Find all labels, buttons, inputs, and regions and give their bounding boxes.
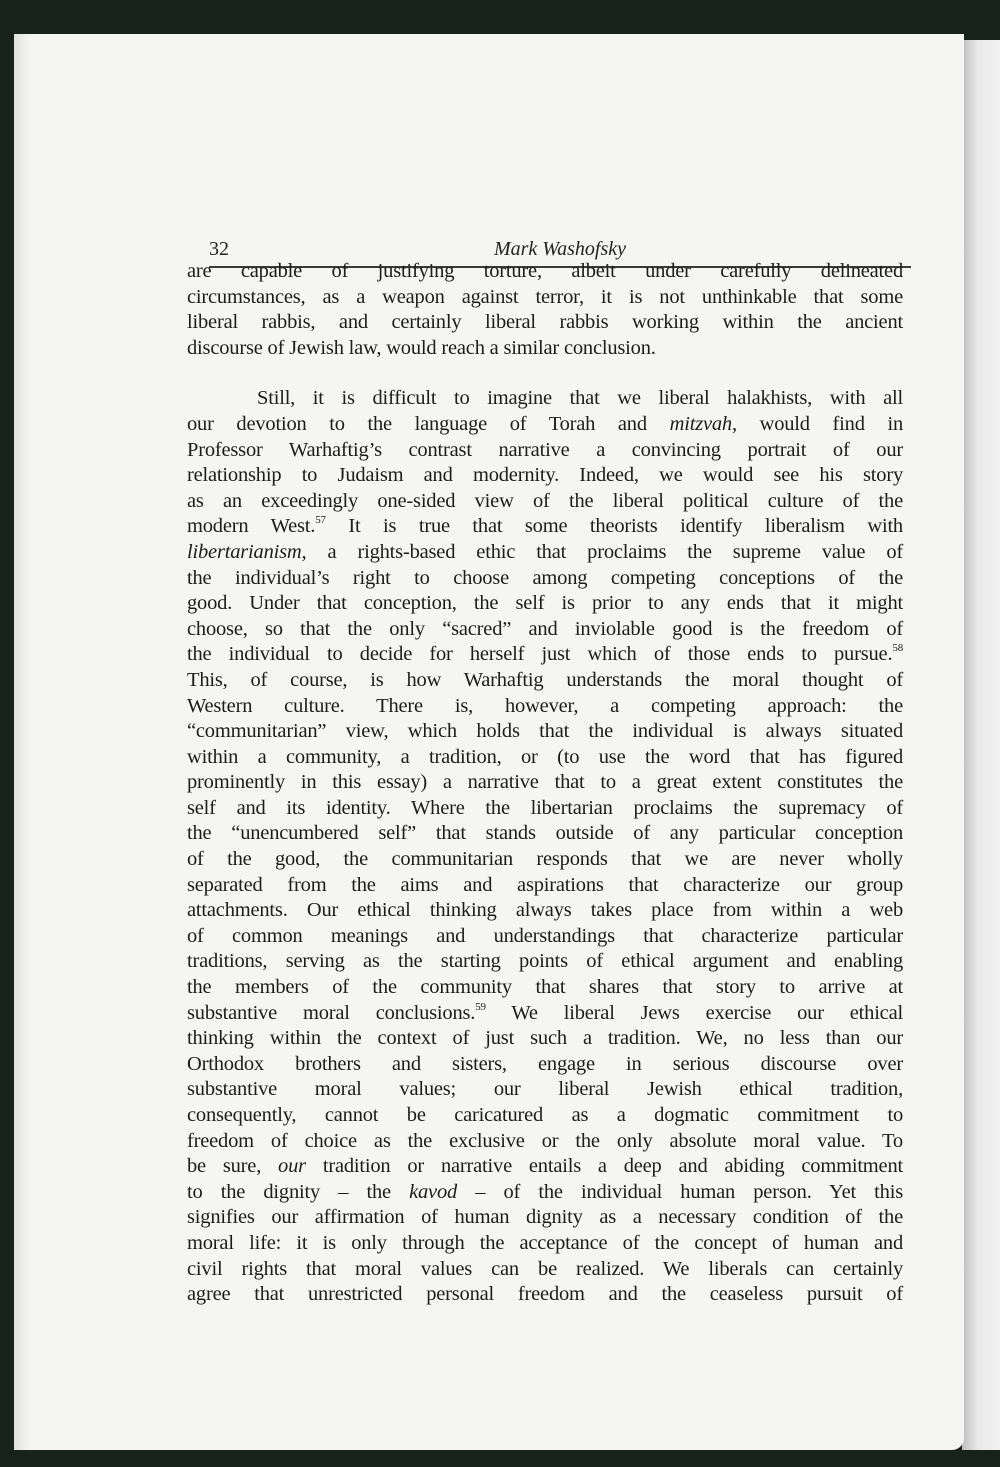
page-number: 32 xyxy=(209,238,229,260)
text-line xyxy=(187,642,903,668)
text-line xyxy=(187,438,903,464)
text-line xyxy=(187,1257,903,1283)
text-line xyxy=(187,694,903,720)
text-line xyxy=(187,463,903,489)
text-line xyxy=(187,489,903,515)
body-text xyxy=(187,259,903,1308)
text-span: Western culture. There is, however, a competing approach: the xyxy=(187,694,903,717)
text-line xyxy=(187,745,903,771)
text-line xyxy=(187,566,903,592)
text-span: freedom of choice as the exclusive or the only absolute moral value. To xyxy=(187,1129,903,1152)
text-line xyxy=(187,336,903,362)
paragraph xyxy=(187,259,903,361)
text-line xyxy=(187,873,903,899)
text-span: consequently, cannot be caricatured as a dogmatic commitment to xyxy=(187,1104,903,1126)
text-line xyxy=(187,514,903,540)
text-span: choose, so that the only “sacred” and inviolable good is the freedom of xyxy=(187,617,903,640)
text-span: “communitarian” view, which holds that the individual is always situated xyxy=(187,720,903,743)
text-span: thinking within the context of just such a tradition. We, no less than our xyxy=(187,1027,903,1050)
text-line xyxy=(187,259,903,285)
text-span: This, of course, is how Warhaftig understands the moral thought of xyxy=(187,668,903,691)
italic-text: kavod xyxy=(409,1180,458,1203)
text-span: of the good, the communitarian responds that we are never wholly xyxy=(187,848,903,871)
text-span: the members of the community that shares that story to arrive at xyxy=(187,976,903,999)
italic-text: libertarianism xyxy=(187,540,302,563)
text-span: prominently in this essay) a narrative that to a great extent constitutes the xyxy=(187,771,903,794)
footnote-marker: 59 xyxy=(475,1000,486,1013)
text-line xyxy=(187,412,903,438)
italic-text: mitzvah xyxy=(669,412,732,435)
text-line xyxy=(187,770,903,796)
text-span: signifies our affirmation of human dignity as a necessary condition of the xyxy=(187,1206,903,1229)
text-span: moral life: it is only through the acceptance of the concept of human and xyxy=(187,1231,903,1254)
text-span: – of the individual human person. Yet this xyxy=(457,1180,903,1203)
text-line xyxy=(187,924,903,950)
text-line xyxy=(187,949,903,975)
text-span: the individual to decide for herself just which of those ends to pursue. xyxy=(187,643,893,666)
text-span: good. Under that conception, the self is prior to any ends that it might xyxy=(187,592,903,615)
text-span: be sure, xyxy=(187,1155,279,1178)
text-span: to the dignity – the xyxy=(187,1180,410,1203)
text-line xyxy=(187,668,903,694)
footnote-marker: 58 xyxy=(892,642,903,655)
text-span: Orthodox brothers and sisters, engage in serious discourse over xyxy=(187,1052,903,1075)
text-span: the “unencumbered self” that stands outside of any particular conception xyxy=(187,822,903,845)
text-line xyxy=(187,1205,903,1231)
text-span: as an exceedingly one-sided view of the liberal political culture of the xyxy=(187,489,903,512)
text-line xyxy=(187,1129,903,1155)
text-line xyxy=(187,1154,903,1180)
text-line xyxy=(187,1180,903,1206)
text-line xyxy=(187,1077,903,1103)
text-line xyxy=(187,719,903,745)
footnote-marker: 57 xyxy=(315,514,326,527)
text-line xyxy=(187,310,903,336)
text-span: within a community, a tradition, or (to use the word that has figured xyxy=(187,745,903,768)
text-span: circumstances, as a weapon against terror, it is not unthinkable that some xyxy=(187,285,903,308)
text-line xyxy=(187,898,903,924)
text-line xyxy=(187,617,903,643)
text-span: self and its identity. Where the libertarian proclaims the supremacy of xyxy=(187,796,903,819)
text-line xyxy=(187,285,903,311)
text-span: attachments. Our ethical thinking always takes place from within a web xyxy=(187,899,903,922)
text-line xyxy=(187,1103,903,1129)
text-span: , a rights-based ethic that proclaims the supreme value of xyxy=(301,540,903,563)
text-line xyxy=(187,1026,903,1052)
text-line xyxy=(187,847,903,873)
text-span: civil rights that moral values can be realized. We liberals can certainly xyxy=(187,1257,903,1280)
italic-text: our xyxy=(278,1155,306,1178)
text-line xyxy=(187,1231,903,1257)
text-span: Still, it is difficult to imagine that we liberal halakhists, with all xyxy=(257,387,903,410)
text-line xyxy=(187,386,903,412)
text-span: separated from the aims and aspirations that characterize our group xyxy=(187,873,903,896)
text-span: substantive moral conclusions. xyxy=(187,1001,476,1024)
text-span: discourse of Jewish law, would reach a similar conclusion. xyxy=(187,336,656,359)
paragraph xyxy=(187,386,903,1307)
text-span: It is true that some theorists identify liberalism with xyxy=(325,515,903,538)
text-span: , would find in xyxy=(731,412,903,435)
text-span: modern West. xyxy=(187,515,316,538)
text-line xyxy=(187,975,903,1001)
text-span: the individual’s right to choose among competing conceptions of the xyxy=(187,566,903,589)
text-line xyxy=(187,1052,903,1078)
text-span: traditions, serving as the starting points of ethical argument and enabling xyxy=(187,950,903,973)
text-line xyxy=(187,1001,903,1027)
text-line xyxy=(187,540,903,566)
text-span: of common meanings and understandings that characterize particular xyxy=(187,924,903,947)
text-span: liberal rabbis, and certainly liberal rabbis working within the ancient xyxy=(187,311,903,334)
text-span: relationship to Judaism and modernity. Indeed, we would see his story xyxy=(187,464,903,487)
text-span: Professor Warhaftig’s contrast narrative a convincing portrait of our xyxy=(187,438,903,461)
text-span: agree that unrestricted personal freedom and the ceaseless pursuit of xyxy=(187,1283,903,1306)
text-line xyxy=(187,796,903,822)
running-head: Mark Washofsky xyxy=(493,238,627,260)
text-span: substantive moral values; our liberal Jewish ethical tradition, xyxy=(187,1078,903,1101)
text-span: We liberal Jews exercise our ethical xyxy=(485,1001,903,1024)
text-line xyxy=(187,591,903,617)
text-span: are capable of justifying torture, albeit under carefully delineated xyxy=(187,260,903,282)
adjacent-page-edge xyxy=(962,40,1000,1450)
text-span: tradition or narrative entails a deep and abiding commitment xyxy=(305,1155,903,1178)
text-line xyxy=(187,821,903,847)
text-line xyxy=(187,1282,903,1308)
text-span: our devotion to the language of Torah and xyxy=(187,412,670,435)
